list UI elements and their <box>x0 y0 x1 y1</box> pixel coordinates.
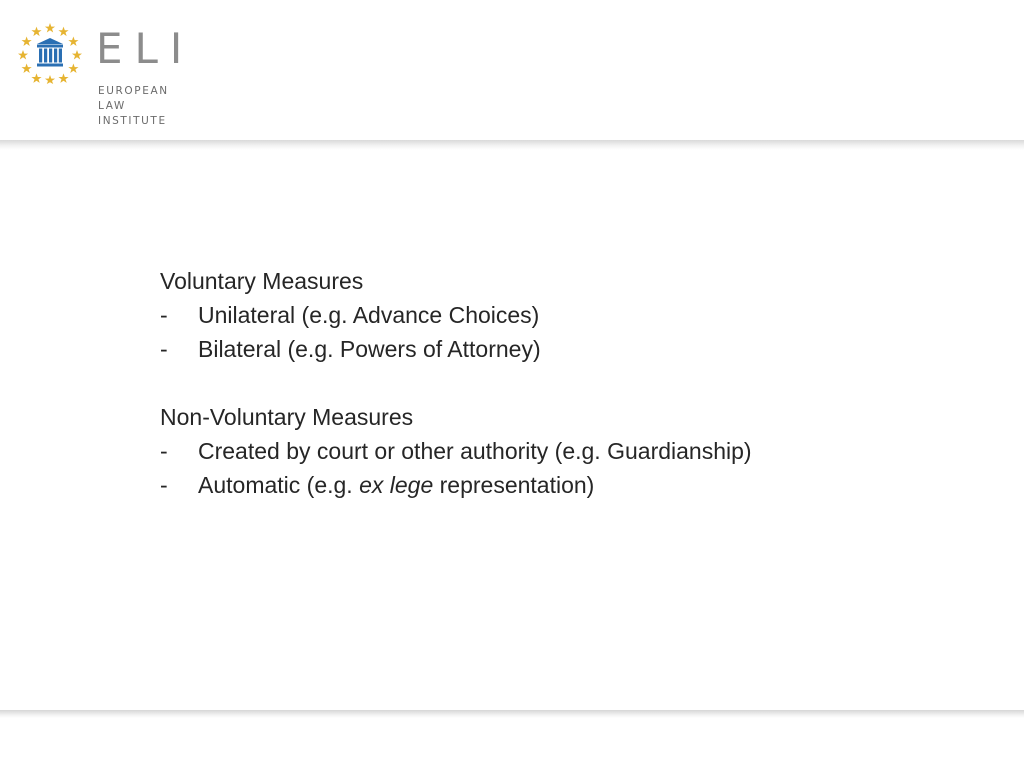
eli-temple-stars-icon <box>18 20 82 84</box>
slide-body <box>160 264 920 502</box>
eli-logo <box>18 20 195 130</box>
section-voluntary <box>160 264 920 366</box>
section-non-voluntary <box>160 400 920 502</box>
footer-divider <box>0 710 1024 718</box>
list-item-text: Bilateral (e.g. Powers of Attorney) <box>198 336 541 362</box>
logo-name-line-1: EUROPEAN <box>98 85 169 97</box>
header <box>0 0 1024 140</box>
list-dash: - <box>160 438 168 464</box>
list-item <box>160 434 920 468</box>
list-item <box>160 298 920 332</box>
section-heading: Non-Voluntary Measures <box>160 404 414 430</box>
logo-name-line-3: INSTITUTE <box>98 115 167 127</box>
logo-name <box>98 84 169 129</box>
list-dash: - <box>160 472 168 498</box>
list-item-text: Created by court or other authority (e.g. Guardianship) <box>198 438 752 464</box>
list-item <box>160 332 920 366</box>
list-dash: - <box>160 302 168 328</box>
list-item <box>160 468 920 502</box>
list-item-text-italic: ex lege <box>359 472 434 498</box>
section-heading: Voluntary Measures <box>160 268 364 294</box>
list-dash: - <box>160 336 168 362</box>
logo-name-line-2: LAW <box>98 100 126 112</box>
list-item-text-pre: Automatic (e.g. <box>198 472 360 498</box>
list-item-text-post: representation) <box>433 472 595 498</box>
section-spacer <box>160 366 920 400</box>
logo-abbreviation: ELI <box>96 24 195 73</box>
list-item-text: Unilateral (e.g. Advance Choices) <box>198 302 540 328</box>
header-divider <box>0 140 1024 150</box>
